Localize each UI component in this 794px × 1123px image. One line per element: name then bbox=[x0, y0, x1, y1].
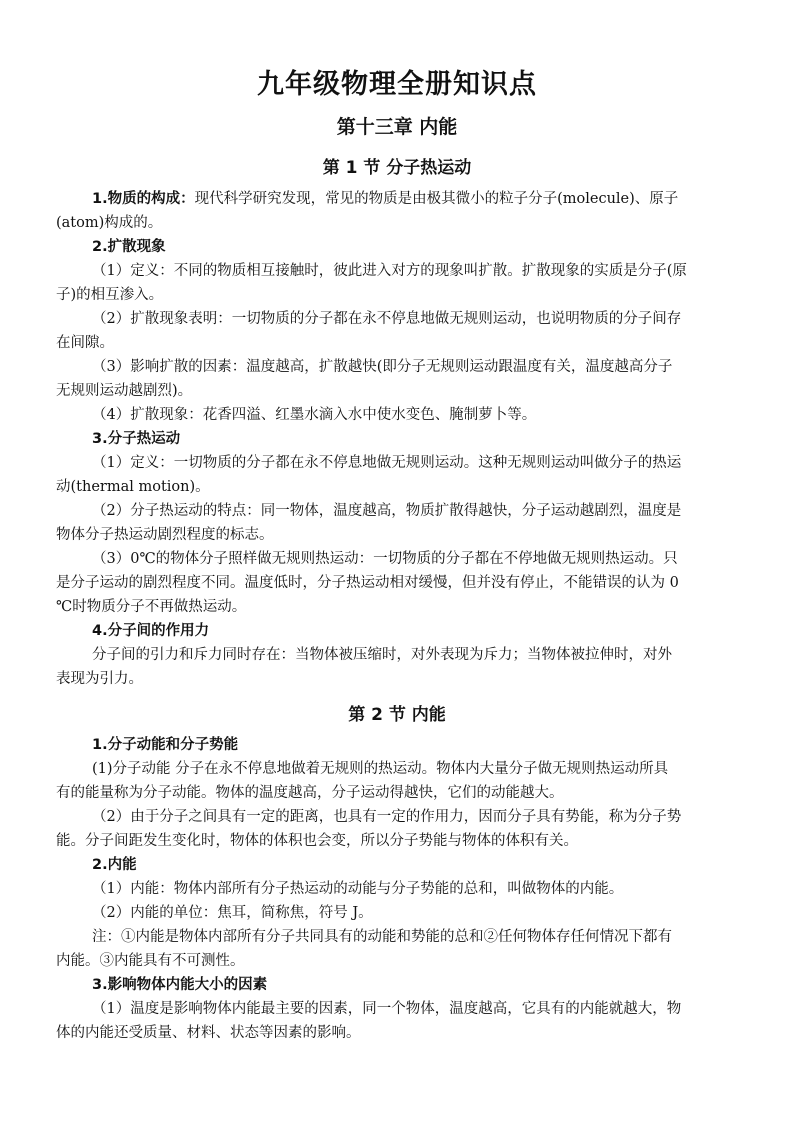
document-title: 九年级物理全册知识点 bbox=[257, 69, 537, 100]
s2-p1-2b: 能。分子间距发生变化时，物体的体积也会变，所以分子势能与物体的体积有关。 bbox=[56, 833, 578, 849]
s2-p3-1a: （1）温度是影响物体内能最主要的因素，同一个物体，温度越高，它具有的内能就越大，物 bbox=[92, 1001, 682, 1017]
s1-p2-4: （4）扩散现象：花香四溢、红墨水滴入水中使水变色、腌制萝卜等。 bbox=[92, 407, 537, 423]
s1-topic-1-cont: (atom)构成的。 bbox=[56, 215, 163, 231]
s1-p2-2b: 在间隙。 bbox=[56, 335, 114, 351]
s1-heading-3: 3.分子热运动 bbox=[92, 431, 181, 447]
s2-p1-2a: （2）由于分子之间具有一定的距离，也具有一定的作用力，因而分子具有势能，称为分子势 bbox=[92, 809, 682, 825]
chapter-title: 第十三章 内能 bbox=[336, 116, 458, 138]
s1-p4-a: 分子间的引力和斥力同时存在：当物体被压缩时，对外表现为斥力；当物体被拉伸时，对外 bbox=[92, 647, 672, 663]
s1-topic-1 bbox=[92, 189, 678, 209]
section-2-title: 第 2 节 内能 bbox=[348, 705, 446, 725]
s2-p3-1b: 体的内能还受质量、材料、状态等因素的影响。 bbox=[56, 1025, 361, 1041]
s1-p2-3b: 无规则运动越剧烈)。 bbox=[56, 383, 193, 399]
s1-topic-1-text: 现代科学研究发现，常见的物质是由极其微小的粒子分子(molecule)、原子 bbox=[194, 191, 679, 207]
s1-p3-3a: （3）0℃的物体分子照样做无规则热运动：一切物质的分子都在不停地做无规则热运动。只 bbox=[92, 551, 678, 567]
s2-p1-1b: 有的能量称为分子动能。物体的温度越高，分子运动得越快，它们的动能越大。 bbox=[56, 785, 564, 801]
s2-note-b: 内能。③内能具有不可测性。 bbox=[56, 953, 245, 969]
s2-note-a: 注：①内能是物体内部所有分子共同具有的动能和势能的总和②任何物体存任何情况下都有 bbox=[92, 929, 672, 945]
s1-p2-2a: （2）扩散现象表明：一切物质的分子都在永不停息地做无规则运动，也说明物质的分子间存 bbox=[92, 311, 682, 327]
section-1-title: 第 1 节 分子热运动 bbox=[322, 158, 472, 178]
s1-p4-b: 表现为引力。 bbox=[56, 671, 143, 687]
s1-p3-1a: （1）定义：一切物质的分子都在永不停息地做无规则运动。这种无规则运动叫做分子的热运 bbox=[92, 455, 682, 471]
s2-heading-1: 1.分子动能和分子势能 bbox=[92, 737, 239, 753]
s1-topic-1-label: 1.物质的构成： bbox=[92, 191, 195, 207]
s1-p3-3c: ℃时物质分子不再做热运动。 bbox=[56, 599, 247, 615]
s1-heading-2: 2.扩散现象 bbox=[92, 239, 166, 255]
s1-p3-1b: 动(thermal motion)。 bbox=[56, 479, 210, 495]
s2-p2-1: （1）内能：物体内部所有分子热运动的动能与分子势能的总和，叫做物体的内能。 bbox=[92, 881, 624, 897]
s2-p1-1a: (1)分子动能 分子在永不停息地做着无规则的热运动。物体内大量分子做无规则热运动所具 bbox=[92, 761, 669, 777]
s1-p2-1a: （1）定义：不同的物质相互接触时，彼此进入对方的现象叫扩散。扩散现象的实质是分子(原 bbox=[92, 263, 687, 279]
s1-p3-2a: （2）分子热运动的特点：同一物体，温度越高，物质扩散得越快，分子运动越剧烈，温度是 bbox=[92, 503, 682, 519]
s1-p2-1b: 子)的相互渗入。 bbox=[56, 287, 164, 303]
s2-p2-2: （2）内能的单位：焦耳，简称焦，符号 J。 bbox=[92, 905, 373, 921]
s1-heading-4: 4.分子间的作用力 bbox=[92, 623, 210, 639]
s2-heading-2: 2.内能 bbox=[92, 857, 137, 873]
s1-p3-3b: 是分子运动的剧烈程度不同。温度低时，分子热运动相对缓慢，但并没有停止，不能错误的认为 0 bbox=[56, 575, 679, 591]
s2-heading-3: 3.影响物体内能大小的因素 bbox=[92, 977, 268, 993]
s1-p2-3a: （3）影响扩散的因素：温度越高，扩散越快(即分子无规则运动跟温度有关，温度越高分子 bbox=[92, 359, 673, 375]
s1-p3-2b: 物体分子热运动剧烈程度的标志。 bbox=[56, 527, 274, 543]
